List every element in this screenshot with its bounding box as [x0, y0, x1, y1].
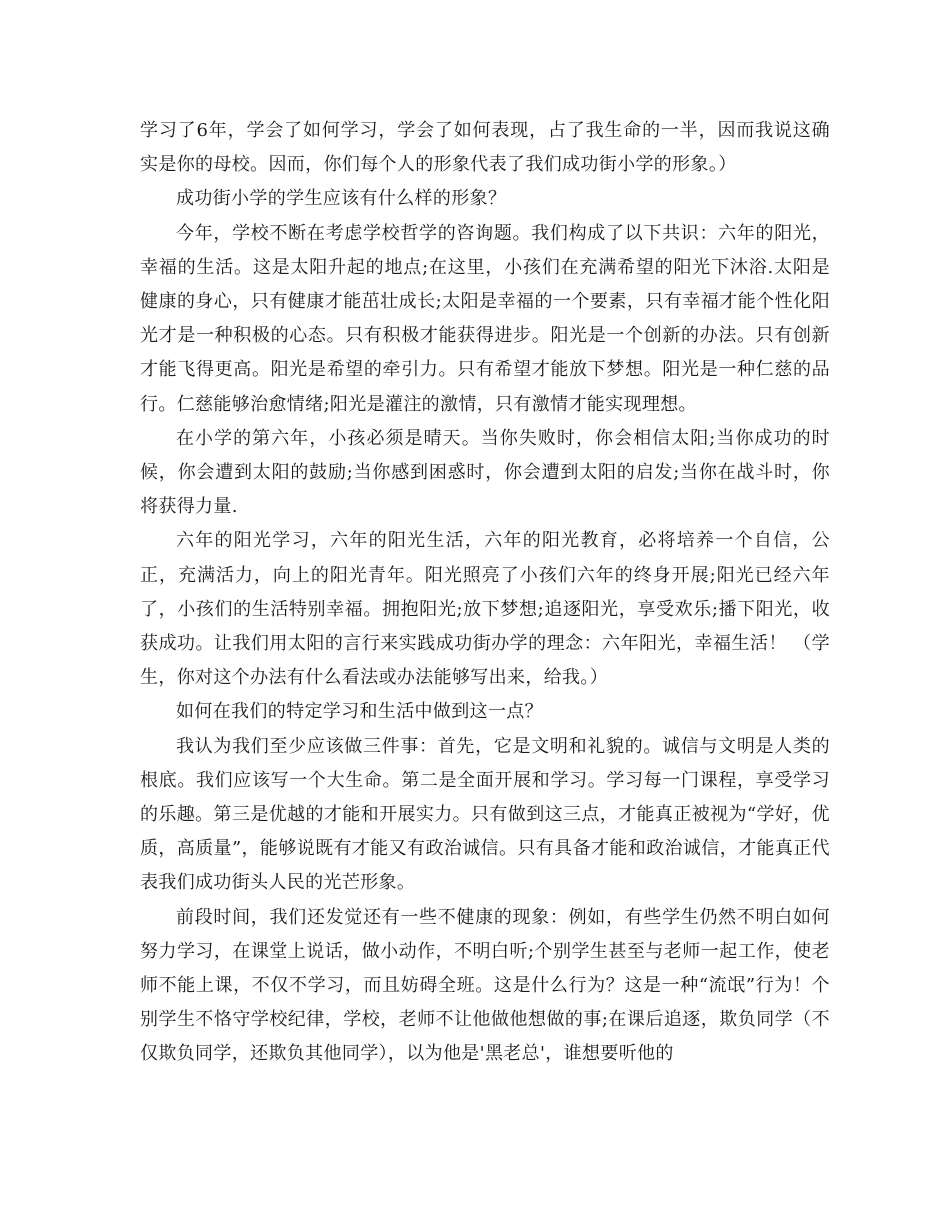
paragraph-3: 今年，学校不断在考虑学校哲学的咨询题。我们构成了以下共识：六年的阳光，幸福的生活。这是太阳升起的地点;在这里，小孩们在充满希望的阳光下沐浴.太阳是健康的身心，只有健康才能茁壮成长;太阳是幸福的一个要素，只有幸福才能个性化阳光才是一种积极的心态。只有积极才能获得进步。阳光是一个创新的办法。只有创新才能飞得更高。阳光是希望的牵引力。只有希望才能放下梦想。阳光是一种仁慈的品行。仁慈能够治愈情绪;阳光是灌注的激情，只有激情才能实现理想。 [140, 222, 830, 415]
paragraph-2: 成功街小学的学生应该有什么样的形象？ [176, 188, 507, 210]
paragraph-5: 六年的阳光学习，六年的阳光生活，六年的阳光教育，必将培养一个自信，公正，充满活力，向上的阳光青年。阳光照亮了小孩们六年的终身开展;阳光已经六年了，小孩们的生活特别幸福。拥抱阳光;放下梦想;追逐阳光，享受欢乐;播下阳光，收获成功。让我们用太阳的言行来实践成功街办学的理念：六年阳光，幸福生活！ （学生，你对这个办法有什么看法或办法能够写出来，给我。） [140, 530, 830, 689]
paragraph-8: 前段时间，我们还发觉还有一些不健康的现象：例如，有些学生仍然不明白如何努力学习，在课堂上说话，做小动作，不明白听;个别学生甚至与老师一起工作，使老师不能上课，不仅不学习，而且妨碍全班。这是什么行为？这是一种“流氓”行为！个别学生不恪守学校纪律，学校，老师不让他做他想做的事;在课后追逐，欺负同学（不仅欺负同学，还欺负其他同学），以为他是'黑老总'，谁想要听他的 [140, 906, 830, 1065]
paragraph-4: 在小学的第六年，小孩必须是晴天。当你失败时，你会相信太阳;当你成功的时候，你会遭到太阳的鼓励;当你感到困惑时，你会遭到太阳的启发;当你在战斗时，你将获得力量. [140, 427, 830, 518]
paragraph-6: 如何在我们的特定学习和生活中做到这一点？ [176, 701, 543, 723]
paragraph-7: 我认为我们至少应该做三件事：首先，它是文明和礼貌的。诚信与文明是人类的根底。我们应该写一个大生命。第二是全面开展和学习。学习每一门课程，享受学习的乐趣。第三是优越的才能和开展实力。只有做到这三点，才能真正被视为“学好，优质，高质量”，能够说既有才能又有政治诚信。只有具备才能和政治诚信，才能真正代表我们成功街头人民的光芒形象。 [140, 735, 830, 894]
paragraph-1: 学习了6年，学会了如何学习，学会了如何表现，占了我生命的一半，因而我说这确实是你的母校。因而，你们每个人的形象代表了我们成功街小学的形象。） [140, 120, 830, 176]
document-body [140, 114, 830, 1072]
